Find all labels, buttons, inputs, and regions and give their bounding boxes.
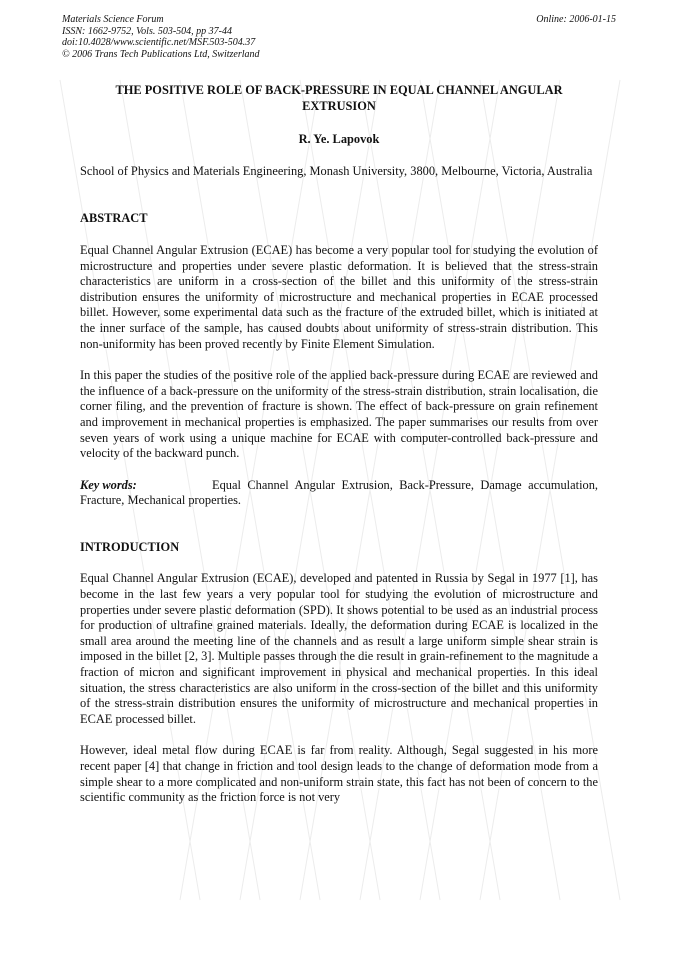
author: R. Ye. Lapovok xyxy=(298,132,380,147)
keywords-text: Equal Channel Angular Extrusion, Back-Pressure, Damage accumulation, Fracture, Mechanical properties. xyxy=(80,477,598,508)
affiliation: School of Physics and Materials Engineering, Monash University, 3800, Melbourne, Victoria, Australia xyxy=(80,163,593,178)
introduction-paragraph-2: However, ideal metal flow during ECAE is far from reality. Although, Segal suggested in his more recent paper [4] that change in friction and tool design leads to the change of deformation mode from a simple shear to a more complicated and non-uniform strain state, this fact has not been of concern to the scientific community as the friction force is not very xyxy=(80,743,598,805)
paper-title: THE POSITIVE ROLE OF BACK-PRESSURE IN EQUAL CHANNEL ANGULAR EXTRUSION xyxy=(115,83,563,113)
journal-name: Materials Science Forum xyxy=(62,14,164,25)
abstract-heading: ABSTRACT xyxy=(80,211,148,226)
abstract-paragraph-2: In this paper the studies of the positive role of the applied back-pressure during ECAE are reviewed and the influence of a back-pressure on the uniformity of the stress-strain distribution, strain localisation, die corner filing, and the prevention of fracture is shown. The effect of back-pressure on grain refinement and improvement in mechanical properties is emphasized. The paper summarises our results from over seven years of work using a unique machine for ECAE with computer-controlled back-pressure and velocity of the backward punch. xyxy=(80,368,598,461)
online-date: Online: 2006-01-15 xyxy=(536,14,616,25)
issn-line: ISSN: 1662-9752, Vols. 503-504, pp 37-44 xyxy=(62,25,232,37)
introduction-paragraph-1: Equal Channel Angular Extrusion (ECAE), developed and patented in Russia by Segal in 1977 [1], has become in the last few years a very popular tool for studying the evolution of microstructure and properties under severe plastic deformation (SPD). It shows potential to be used as an industrial process for production of ultrafine grained materials. Ideally, the deformation during ECAE is localized in the small area around the meeting line of the channels and as result a large uniform simple shear strain is imposed in the billet [2, 3]. Multiple passes through the die result in grain-refinement to the magnitude a fraction of micron and significant improvement in physical and mechanical properties. In this ideal situation, the stress characteristics are also uniform in the cross-section of the billet and this uniformity of the stress-strain distribution ensures the uniformity of microstructure and mechanical properties in ECAE processed billet. xyxy=(80,571,598,726)
doi-line: doi:10.4028/www.scientific.net/MSF.503-504.37 xyxy=(62,37,256,48)
keywords xyxy=(80,478,598,509)
article-body xyxy=(80,83,598,806)
copyright-line: © 2006 Trans Tech Publications Ltd, Switzerland xyxy=(62,48,260,60)
abstract-paragraph-1: Equal Channel Angular Extrusion (ECAE) has become a very popular tool for studying the evolution of microstructure and properties under severe plastic deformation. It is believed that the stress-strain characteristics are uniform in a cross-section of the billet and this uniformity of the stress-strain distribution ensures the uniformity of microstructure and mechanical properties in ECAE processed billet. However, some experimental data such as the fracture of the extruded billet, which is initiated at the inner surface of the sample, has caused doubts about uniformity of stress-strain distribution. This non-uniformity has been proved recently by Finite Element Simulation. xyxy=(80,242,598,351)
journal-header xyxy=(62,14,260,60)
introduction-heading: INTRODUCTION xyxy=(80,539,180,554)
keywords-label: Key words: xyxy=(80,477,137,492)
